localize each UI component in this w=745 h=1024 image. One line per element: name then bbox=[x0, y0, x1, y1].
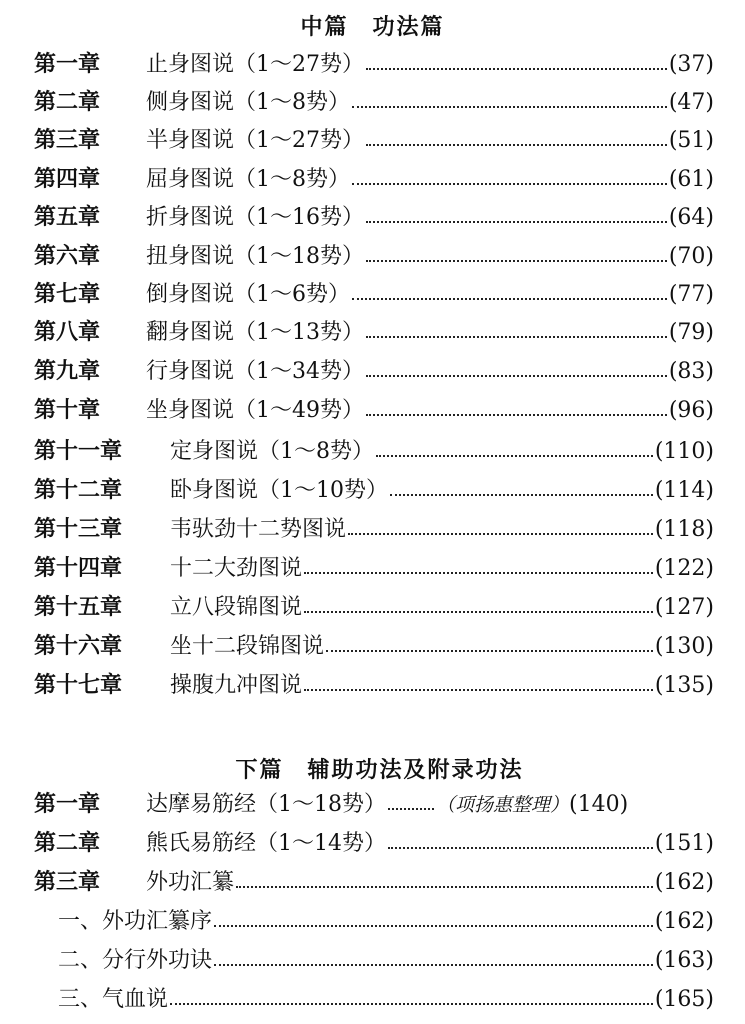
chapter-number: 第十六章 bbox=[34, 634, 123, 659]
chapter-title: 扭身图说（1～18势） bbox=[146, 244, 364, 269]
chapter-number: 第三章 bbox=[34, 128, 101, 153]
dot-leader bbox=[376, 455, 653, 457]
toc-entry[interactable] bbox=[34, 86, 714, 120]
dot-leader bbox=[352, 106, 667, 108]
toc-entry[interactable] bbox=[34, 474, 714, 508]
chapter-title: 外功汇纂 bbox=[146, 870, 235, 895]
subsection-title: 三、气血说 bbox=[58, 987, 169, 1012]
page-number: (83) bbox=[668, 359, 714, 384]
dot-leader bbox=[170, 1003, 653, 1005]
page-number: (37) bbox=[668, 52, 714, 77]
dot-leader bbox=[304, 689, 653, 691]
chapter-number: 第三章 bbox=[34, 870, 101, 895]
chapter-number: 第二章 bbox=[34, 831, 101, 856]
page-number: (162) bbox=[654, 909, 714, 934]
chapter-number: 第七章 bbox=[34, 282, 101, 307]
dot-leader bbox=[390, 494, 653, 496]
dot-leader bbox=[304, 572, 653, 574]
page-number: (61) bbox=[668, 167, 714, 192]
chapter-title: 折身图说（1～16势） bbox=[146, 205, 364, 230]
chapter-number: 第一章 bbox=[34, 792, 101, 817]
page-number: (163) bbox=[654, 948, 714, 973]
chapter-note: （项扬惠整理） bbox=[436, 794, 570, 816]
dot-leader bbox=[236, 886, 653, 888]
toc-entry[interactable] bbox=[34, 827, 714, 861]
chapter-number: 第十五章 bbox=[34, 595, 123, 620]
chapter-number: 第五章 bbox=[34, 205, 101, 230]
page-number: (118) bbox=[654, 517, 714, 542]
dot-leader bbox=[214, 964, 653, 966]
dot-leader bbox=[348, 533, 653, 535]
page-number: (51) bbox=[668, 128, 714, 153]
chapter-title: 熊氏易筋经（1～14势） bbox=[146, 831, 386, 856]
page-number: (151) bbox=[654, 831, 714, 856]
toc-entry[interactable] bbox=[34, 669, 714, 703]
chapter-title: 操腹九冲图说 bbox=[170, 673, 303, 698]
page-number: (79) bbox=[668, 320, 714, 345]
chapter-number: 第四章 bbox=[34, 167, 101, 192]
chapter-title: 十二大劲图说 bbox=[170, 556, 303, 581]
page-number: (64) bbox=[668, 205, 714, 230]
page-number: (122) bbox=[654, 556, 714, 581]
toc-entry[interactable] bbox=[34, 48, 714, 82]
chapter-title: 卧身图说（1～10势） bbox=[170, 478, 388, 503]
page-number: (135) bbox=[654, 673, 714, 698]
chapter-title: 坐身图说（1～49势） bbox=[146, 398, 364, 423]
chapter-number: 第十章 bbox=[34, 398, 101, 423]
page-number: (140) bbox=[569, 792, 629, 817]
toc-entry[interactable] bbox=[34, 278, 714, 312]
chapter-title: 止身图说（1～27势） bbox=[146, 52, 364, 77]
chapter-number: 第十四章 bbox=[34, 556, 123, 581]
section-title-middle: 中篇 功法篇 bbox=[300, 15, 445, 40]
chapter-title: 翻身图说（1～13势） bbox=[146, 320, 364, 345]
toc-entry[interactable] bbox=[34, 630, 714, 664]
dot-leader bbox=[214, 925, 653, 927]
dot-leader bbox=[366, 68, 667, 70]
dot-leader bbox=[366, 221, 667, 223]
chapter-title: 定身图说（1～8势） bbox=[170, 439, 374, 464]
page-number: (165) bbox=[654, 987, 714, 1012]
toc-entry[interactable] bbox=[34, 163, 714, 197]
page-number: (96) bbox=[668, 398, 714, 423]
chapter-number: 第六章 bbox=[34, 244, 101, 269]
dot-leader bbox=[366, 336, 667, 338]
toc-entry[interactable] bbox=[34, 866, 714, 900]
toc-entry[interactable] bbox=[34, 355, 714, 389]
page-number: (70) bbox=[668, 244, 714, 269]
chapter-title: 韦驮劲十二势图说 bbox=[170, 517, 347, 542]
chapter-title: 侧身图说（1～8势） bbox=[146, 90, 350, 115]
toc-entry[interactable] bbox=[34, 394, 714, 428]
page-number: (77) bbox=[668, 282, 714, 307]
chapter-number: 第九章 bbox=[34, 359, 101, 384]
toc-subentry[interactable] bbox=[58, 983, 714, 1017]
toc-entry[interactable] bbox=[34, 788, 714, 822]
toc-entry[interactable] bbox=[34, 201, 714, 235]
page-number: (127) bbox=[654, 595, 714, 620]
toc-entry[interactable] bbox=[34, 316, 714, 350]
chapter-number: 第十一章 bbox=[34, 439, 123, 464]
dot-leader bbox=[388, 808, 434, 810]
subsection-title: 二、分行外功诀 bbox=[58, 948, 213, 973]
section-title-lower: 下篇 辅助功法及附录功法 bbox=[235, 758, 524, 783]
toc-subentry[interactable] bbox=[58, 905, 714, 939]
dot-leader bbox=[366, 144, 667, 146]
chapter-title: 倒身图说（1～6势） bbox=[146, 282, 350, 307]
dot-leader bbox=[388, 847, 653, 849]
chapter-title: 坐十二段锦图说 bbox=[170, 634, 325, 659]
toc-entry[interactable] bbox=[34, 591, 714, 625]
toc-entry[interactable] bbox=[34, 435, 714, 469]
dot-leader bbox=[352, 183, 667, 185]
toc-entry[interactable] bbox=[34, 124, 714, 158]
page-number: (110) bbox=[654, 439, 714, 464]
toc-entry[interactable] bbox=[34, 513, 714, 547]
dot-leader bbox=[366, 414, 667, 416]
dot-leader bbox=[352, 298, 667, 300]
chapter-title: 半身图说（1～27势） bbox=[146, 128, 364, 153]
chapter-number: 第十七章 bbox=[34, 673, 123, 698]
chapter-title: 行身图说（1～34势） bbox=[146, 359, 364, 384]
dot-leader bbox=[366, 375, 667, 377]
dot-leader bbox=[366, 260, 667, 262]
chapter-number: 第十三章 bbox=[34, 517, 123, 542]
chapter-number: 第八章 bbox=[34, 320, 101, 345]
subsection-title: 一、外功汇纂序 bbox=[58, 909, 213, 934]
chapter-number: 第一章 bbox=[34, 52, 101, 77]
toc-subentry[interactable] bbox=[58, 944, 714, 978]
chapter-number: 第十二章 bbox=[34, 478, 123, 503]
chapter-title: 达摩易筋经（1～18势） bbox=[146, 792, 386, 817]
toc-entry[interactable] bbox=[34, 552, 714, 586]
dot-leader bbox=[304, 611, 653, 613]
page-number: (162) bbox=[654, 870, 714, 895]
chapter-title: 屈身图说（1～8势） bbox=[146, 167, 350, 192]
dot-leader bbox=[326, 650, 653, 652]
page-number: (114) bbox=[654, 478, 714, 503]
page-number: (47) bbox=[668, 90, 714, 115]
chapter-title: 立八段锦图说 bbox=[170, 595, 303, 620]
page-number: (130) bbox=[654, 634, 714, 659]
chapter-number: 第二章 bbox=[34, 90, 101, 115]
toc-entry[interactable] bbox=[34, 240, 714, 274]
